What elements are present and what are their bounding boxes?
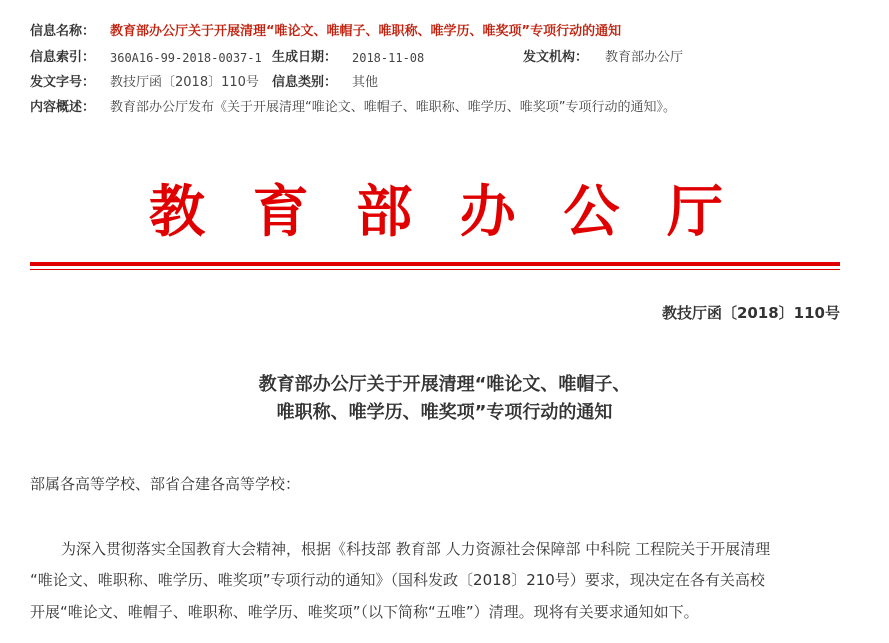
info-index-value: 360A16-99-2018-0037-1 [110,51,262,65]
masthead-divider-thick [30,262,840,266]
body-line: “唯论文、唯职称、唯学历、唯奖项”专项行动的通知》（国科发政〔2018〕210号）要求，现决定在各有关高校 [30,571,765,589]
body-line: 开展“唯论文、唯帽子、唯职称、唯学历、唯奖项”（以下简称“五唯”）清理。现将有关要求通知如下。 [30,603,699,621]
date-label: 生成日期： [272,50,338,65]
masthead-char: 教 [149,179,205,245]
document-title-line2: 唯职称、唯学历、唯奖项”专项行动的通知 [276,402,613,423]
document-number: 教技厅函〔2018〕110号 [661,304,840,322]
meta-row-docno [30,73,860,93]
info-index-label: 信息索引： [30,50,96,65]
category-value: 其他 [352,75,379,90]
info-name-value: 教育部办公厅关于开展清理“唯论文、唯帽子、唯职称、唯学历、唯奖项”专项行动的通知 [110,24,622,39]
masthead-char: 公 [563,179,620,245]
masthead-char: 育 [252,179,309,245]
docno-value: 教技厅函〔2018〕110号 [110,75,259,90]
document-title-line1: 教育部办公厅关于开展清理“唯论文、唯帽子、 [258,374,631,395]
masthead-char: 厅 [666,179,723,245]
docno-label: 发文字号： [30,75,96,90]
issuer-value: 教育部办公厅 [605,50,684,65]
info-name-label: 信息名称： [30,24,96,39]
summary-label: 内容概述： [30,100,96,115]
masthead-char: 部 [356,179,413,245]
summary-value: 教育部办公厅发布《关于开展清理“唯论文、唯帽子、唯职称、唯学历、唯奖项”专项行动的通知》。 [110,100,676,115]
masthead-char: 办 [459,179,516,245]
category-label: 信息类别： [272,75,338,90]
issuer-label: 发文机构： [523,50,589,65]
salutation: 部属各高等学校、部省合建各高等学校： [30,475,301,493]
meta-row-index [30,48,860,68]
document-masthead [30,172,840,252]
date-value: 2018-11-08 [352,51,425,65]
masthead-divider-thin [30,269,840,270]
body-line: 为深入贯彻落实全国教育大会精神，根据《科技部 教育部 人力资源社会保障部 中科院 工程院关于开展清理 [61,540,771,558]
